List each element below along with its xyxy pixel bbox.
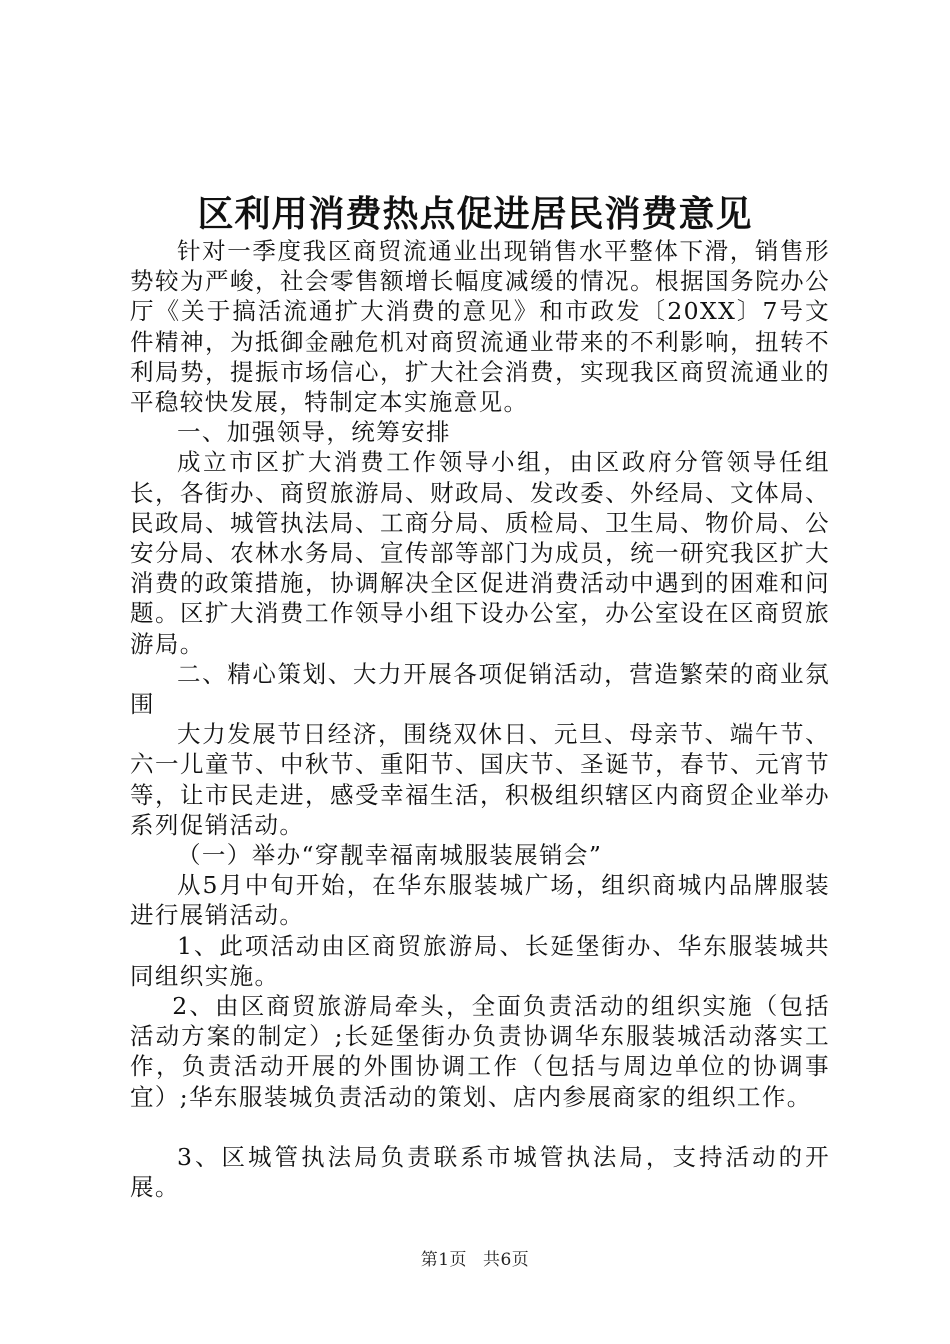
paragraph-leadership: 成立市区扩大消费工作领导小组，由区政府分管领导任组长，各街办、商贸旅游局、财政局、发改委、外经局、文体局、民政局、城管执法局、工商分局、质检局、卫生局、物价局、公安分局、农林水务局、宣传部等部门为成员，统一研究我区扩大消费的政策措施，协调解决全区促进消费活动中遇到的困难和问题。区扩大消费工作领导小组下设办公室，办公室设在区商贸旅游局。 (130, 448, 830, 658)
subsection-heading-1: （一）举办“穿靓幸福南城服装展销会” (177, 841, 603, 870)
paragraph-exhibition: 从5月中旬开始，在华东服装城广场，组织商城内品牌服装进行展销活动。 (130, 871, 830, 930)
section-heading-2: 二、精心策划、大力开展各项促销活动，营造繁荣的商业氛围 (130, 659, 830, 719)
section-heading-1: 一、加强领导，统筹安排 (177, 418, 451, 447)
list-item-2: 2、由区商贸旅游局牵头，全面负责活动的组织实施（包括活动方案的制定）;长延堡街办负责协调华东服装城活动落实工作，负责活动开展的外围协调工作（包括与周边单位的协调事宜）;华东服装城负责活动的策划、店内参展商家的组织工作。 (130, 992, 830, 1111)
document-body (130, 236, 830, 1202)
document-title: 区利用消费热点促进居民消费意见 (197, 193, 753, 235)
paragraph-festivals: 大力发展节日经济，围绕双休日、元旦、母亲节、端午节、六一儿童节、中秋节、重阳节、国庆节、圣诞节，春节、元宵节等，让市民走进，感受幸福生活，积极组织辖区内商贸企业举办系列促销活动。 (130, 720, 830, 839)
page-total: 共6页 (482, 1250, 530, 1270)
page-footer (0, 1245, 950, 1270)
paragraph-intro: 针对一季度我区商贸流通业出现销售水平整体下滑，销售形势较为严峻，社会零售额增长幅度减缓的情况。根据国务院办公厅《关于搞活流通扩大消费的意见》和市政发〔20XX〕7号文件精神，为抵御金融危机对商贸流通业带来的不利影响，扭转不利局势，提振市场信心，扩大社会消费，实现我区商贸流通业的平稳较快发展，特制定本实施意见。 (130, 237, 830, 417)
list-item-3: 3、区城管执法局负责联系市城管执法局，支持活动的开展。 (130, 1142, 830, 1202)
page-number: 第1页 (420, 1250, 468, 1270)
list-item-1: 1、此项活动由区商贸旅游局、长延堡街办、华东服装城共同组织实施。 (130, 931, 830, 990)
